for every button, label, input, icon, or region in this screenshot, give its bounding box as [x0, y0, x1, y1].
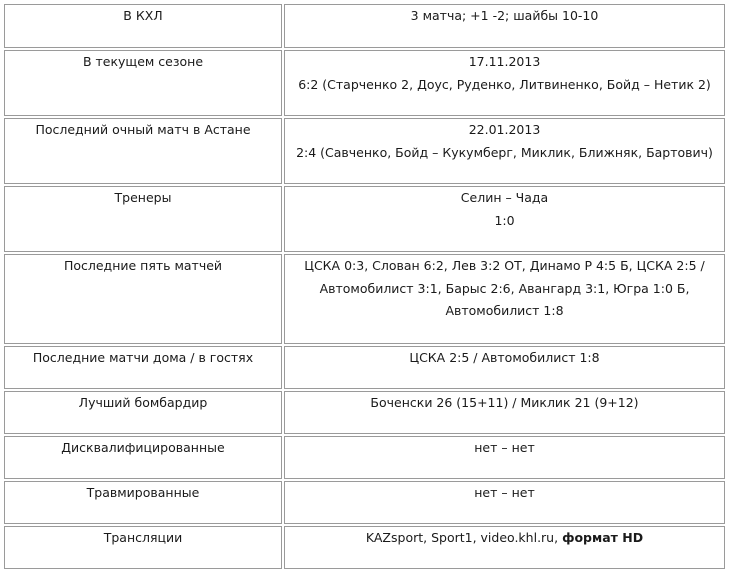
row-value-line: Селин – Чада: [460, 190, 549, 205]
table-row: [4, 50, 725, 116]
row-label: [4, 186, 282, 252]
row-value-line: 2:4 (Савченко, Бойд – Кукумберг, Миклик, Ближняк, Бартович): [296, 144, 713, 160]
table-row: [4, 118, 725, 184]
row-label-text: Травмированные: [86, 485, 200, 500]
row-value-line: ЦСКА 0:3, Слован 6:2, Лев 3:2 ОТ, Динамо Р 4:5 Б, ЦСКА 2:5 /: [304, 258, 705, 273]
row-value: [284, 346, 725, 389]
row-value: [284, 50, 725, 116]
row-value-line: ЦСКА 2:5 / Автомобилист 1:8: [409, 350, 600, 365]
table-row: [4, 526, 725, 569]
row-value: [284, 4, 725, 48]
row-label: [4, 346, 282, 389]
row-value: [284, 118, 725, 184]
table-row: [4, 391, 725, 434]
table-row: [4, 4, 725, 48]
row-value: [284, 436, 725, 479]
match-info-table-wrapper: [2, 2, 727, 572]
row-value-line: Автомобилист 1:8: [445, 303, 564, 318]
row-value-line: 1:0: [494, 212, 515, 228]
row-value-line: 6:2 (Старченко 2, Доус, Руденко, Литвиненко, Бойд – Нетик 2): [298, 76, 711, 92]
row-value-line: 22.01.2013: [468, 122, 541, 137]
row-label: [4, 4, 282, 48]
row-value: [284, 481, 725, 524]
table-row: [4, 186, 725, 252]
row-label: [4, 50, 282, 116]
row-value-line: нет – нет: [474, 485, 535, 500]
row-label-text: Последний очный матч в Астане: [35, 122, 251, 137]
broadcast-format: формат HD: [562, 530, 644, 545]
row-label: [4, 526, 282, 569]
row-label-text: Дисквалифицированные: [61, 440, 225, 455]
row-value-line: Боченски 26 (15+11) / Миклик 21 (9+12): [370, 395, 639, 410]
row-label-text: Трансляции: [103, 530, 183, 545]
row-label: [4, 436, 282, 479]
table-row: [4, 436, 725, 479]
table-row: [4, 254, 725, 344]
row-value-line: нет – нет: [474, 440, 535, 455]
row-label-text: Лучший бомбардир: [78, 395, 208, 410]
row-value: [284, 254, 725, 344]
row-label-text: Тренеры: [114, 190, 172, 205]
row-label: [4, 254, 282, 344]
row-value: [284, 526, 725, 569]
table-row: [4, 346, 725, 389]
row-value: [284, 391, 725, 434]
match-info-table: [2, 2, 727, 571]
row-label: [4, 118, 282, 184]
row-value-line: Автомобилист 3:1, Барыс 2:6, Авангард 3:1, Югра 1:0 Б,: [319, 280, 690, 296]
row-value: [284, 186, 725, 252]
row-label-text: В КХЛ: [123, 8, 163, 23]
row-value-line: 17.11.2013: [468, 54, 541, 69]
row-value-line: 3 матча; +1 -2; шайбы 10-10: [410, 8, 599, 23]
row-label: [4, 391, 282, 434]
row-label: [4, 481, 282, 524]
table-row: [4, 481, 725, 524]
row-label-text: Последние матчи дома / в гостях: [32, 350, 254, 365]
broadcast-channels: KAZsport, Sport1, video.khl.ru,: [365, 530, 559, 545]
row-label-text: Последние пять матчей: [63, 258, 223, 273]
row-label-text: В текущем сезоне: [82, 54, 204, 69]
